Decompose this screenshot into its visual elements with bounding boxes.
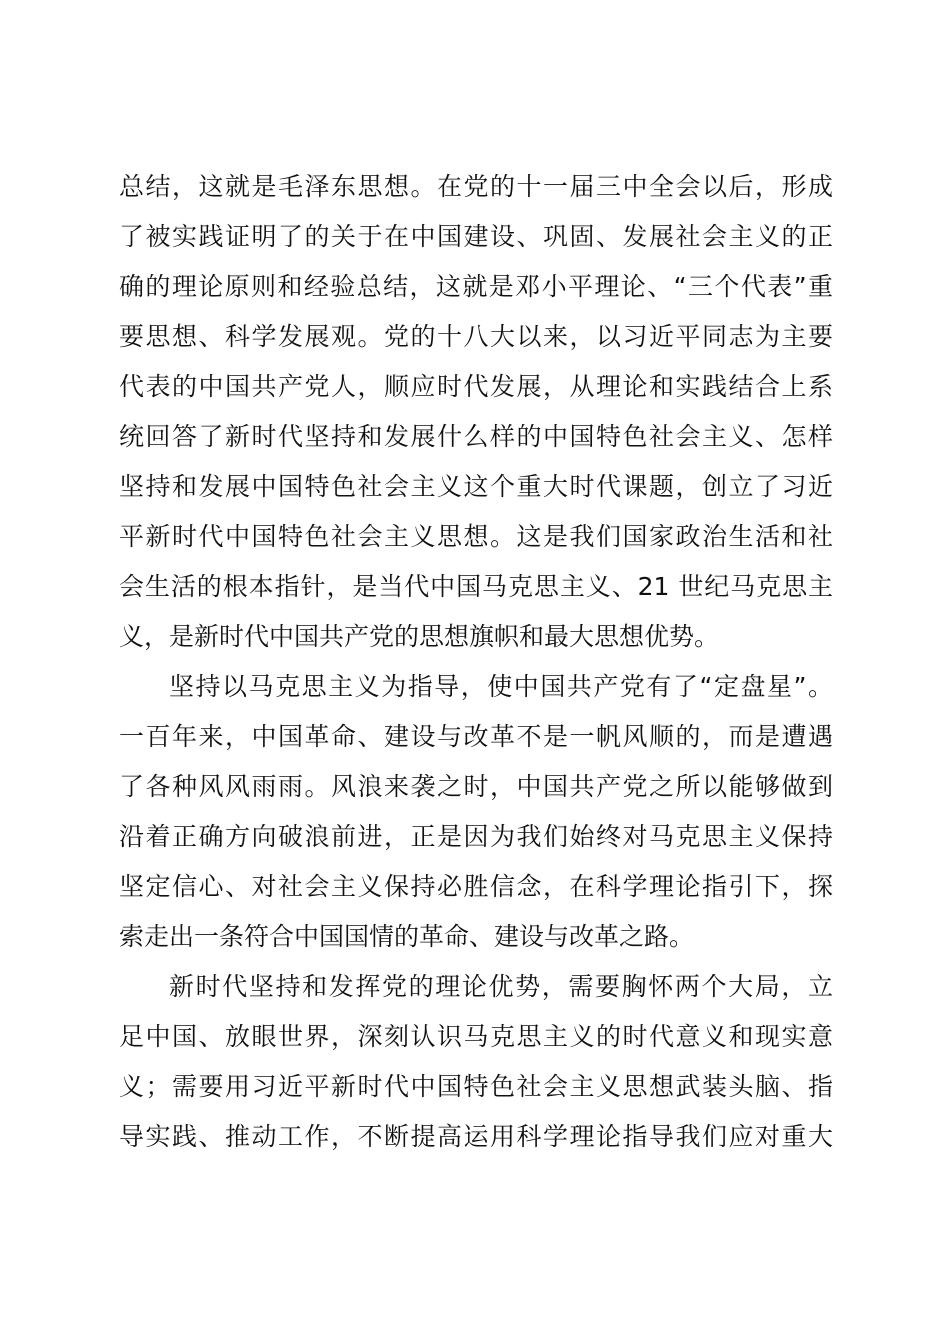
text-line: 沿着正确方向破浪前进，正是因为我们始终对马克思主义保持 (119, 822, 833, 851)
text-line: 足中国、放眼世界，深刻认识马克思主义的时代意义和现实意 (119, 1022, 833, 1051)
text-line: 导实践、推动工作，不断提高运用科学理论指导我们应对重大 (119, 1122, 833, 1151)
text-line: 要思想、科学发展观。党的十八大以来，以习近平同志为主要 (119, 322, 833, 351)
text-line: 义，是新时代中国共产党的思想旗帜和最大思想优势。 (119, 622, 720, 651)
text-line: 坚定信心、对社会主义保持必胜信念，在科学理论指引下，探 (119, 872, 833, 901)
text-line: 会生活的根本指针，是当代中国马克思主义、21 世纪马克思主 (119, 572, 833, 601)
text-line: 坚持和发展中国特色社会主义这个重大时代课题，创立了习近 (119, 472, 833, 501)
text-line: 统回答了新时代坚持和发展什么样的中国特色社会主义、怎样 (119, 422, 833, 451)
text-line: 坚持以马克思主义为指导，使中国共产党有了“定盘星”。 (169, 672, 833, 701)
text-line: 索走出一条符合中国国情的革命、建设与改革之路。 (119, 922, 695, 951)
text-line: 新时代坚持和发挥党的理论优势，需要胸怀两个大局，立 (169, 972, 833, 1001)
text-line: 确的理论原则和经验总结，这就是邓小平理论、“三个代表”重 (119, 272, 833, 301)
text-line: 义；需要用习近平新时代中国特色社会主义思想武装头脑、指 (119, 1072, 833, 1101)
text-line: 平新时代中国特色社会主义思想。这是我们国家政治生活和社 (119, 522, 833, 551)
text-line: 了各种风风雨雨。风浪来袭之时，中国共产党之所以能够做到 (119, 772, 833, 801)
text-line: 了被实践证明了的关于在中国建设、巩固、发展社会主义的正 (119, 222, 833, 251)
text-line: 代表的中国共产党人，顺应时代发展，从理论和实践结合上系 (119, 372, 833, 401)
text-line: 总结，这就是毛泽东思想。在党的十一届三中全会以后，形成 (119, 172, 833, 201)
text-line: 一百年来，中国革命、建设与改革不是一帆风顺的，而是遭遇 (119, 722, 833, 751)
body-text (119, 162, 833, 1162)
